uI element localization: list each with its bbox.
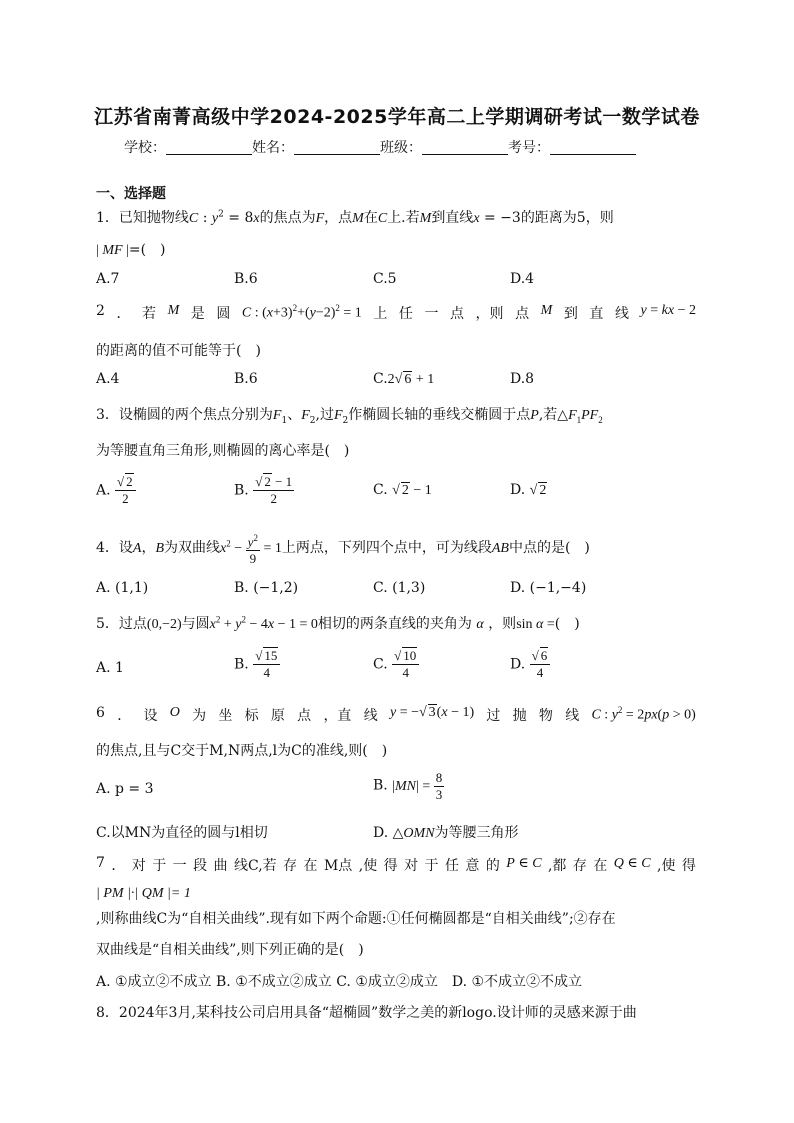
q7-line4: 双曲线是“自相关曲线”,则下列正确的是( ) [96, 942, 364, 958]
q6-option-c[interactable]: C.以MN为直径的圆与l相切 [96, 825, 268, 841]
name-label: 姓名： [252, 140, 294, 156]
q1-line2: | MF |=( ) [96, 242, 166, 258]
class-label: 班级： [380, 140, 422, 156]
q3-option-c[interactable]: C. √ 2 − 1 [373, 482, 432, 498]
q5-option-a[interactable]: A. 1 [96, 660, 124, 676]
q7-line3: ,则称曲线C为“自相关曲线”.现有如下两个命题:①任何椭圆都是“自相关曲线”;②存在 [96, 911, 616, 927]
q1-option-b[interactable]: B.6 [234, 271, 258, 287]
q7-options[interactable]: A. ①成立②不成立 B. ①不成立②成立 C. ①成立②成立 D. ①不成立②不成立 [96, 974, 583, 990]
q2-option-d[interactable]: D.8 [510, 371, 535, 387]
q5-option-d[interactable]: D. $\frac{√ 6}{4}$ [510, 648, 550, 681]
q4-option-d[interactable]: D. (−1,−4) [510, 580, 587, 596]
q3-line1: 3．设椭圆的两个焦点分别为$F_1$、$F_2$,过$F_2$作椭圆长轴的垂线交椭圆于点P,若$\triangle F_1PF_2$ [96, 407, 603, 426]
q3-option-a[interactable]: A. $\frac{√ 2}{2}$ [96, 474, 136, 507]
page-title: 江苏省南菁高级中学2024-2025学年高二上学期调研考试一数学试卷 [94, 106, 700, 128]
q2-option-c[interactable]: C.2√ 6 + 1 [373, 371, 435, 387]
q1-option-a[interactable]: A.7 [96, 271, 120, 287]
q7-line2: | PM |·| QM |= 1 [96, 886, 191, 901]
q1-option-c[interactable]: C.5 [373, 271, 397, 287]
q2-line1: 2 ． 若 M 是 圆 C : $(x+3)^2+(y-2)^2 = 1$ 上 任 一 点 ，则 点 M 到 直 线 y = kx − 2 [96, 303, 696, 322]
school-blank[interactable] [166, 140, 252, 155]
section-heading: 一、选择题 [96, 186, 166, 202]
class-blank[interactable] [422, 140, 508, 155]
q3-option-b[interactable]: B. $\frac{√ 2 - 1}{2}$ [234, 474, 293, 506]
q8-line1: 8．2024年3月,某科技公司启用具备“超椭圆”数学之美的新logo.设计师的灵感来源于曲 [96, 1005, 637, 1021]
q5-option-b[interactable]: B. $\frac{√ 15}{4}$ [234, 648, 280, 681]
q2-option-b[interactable]: B.6 [234, 371, 258, 387]
q4-option-c[interactable]: C. (1,3) [373, 580, 426, 596]
q1-line1: 1．已知抛物线C : $y^2 = 8x$的焦点为F，点M在C上.若M到直线x = −3的距离为5，则 [96, 209, 614, 226]
q4-option-b[interactable]: B. (−1,2) [234, 580, 299, 596]
q3-line2: 为等腰直角三角形,则椭圆的离心率是( ) [96, 443, 350, 459]
q6-option-a[interactable]: A. p = 3 [96, 781, 154, 797]
q4-line1: 4．设A，B为双曲线$x^2$ − $\frac{y^2}{9}$ = 1上两点，下列四个点中，可为线段AB中点的是( ) [96, 530, 590, 567]
number-label: 考号： [508, 140, 550, 156]
q1-option-d[interactable]: D.4 [510, 271, 535, 287]
q6-option-b[interactable]: B. |MN| = $\frac{8}{3}$ [373, 770, 443, 802]
q4-option-a[interactable]: A. (1,1) [96, 580, 149, 596]
q5-option-c[interactable]: C. $\frac{√ 10}{4}$ [373, 648, 419, 681]
q7-line1: 7 ． 对 于 一 段 曲 线C,若 存 在 M点 ,使 得 对 于 任 意 的 P ∈ C ,都 存 在 Q ∈ C ,使 得 [96, 855, 696, 874]
name-blank[interactable] [294, 140, 380, 155]
q6-line1: 6 ． 设 O 为 坐 标 原 点 ，直 线 y = −√ 3(x − 1) 过 抛 物 线 C : $y^2 = 2px(p > 0)$ [96, 705, 696, 724]
q5-line1: 5．过点(0,−2)与圆$x^2 + y^2 - 4x - 1 = 0$相切的两条直线的夹角为 α ，则sin α =( ) [96, 614, 580, 632]
q6-option-d[interactable]: D. △OMN为等腰三角形 [373, 825, 519, 841]
student-info-row [124, 137, 636, 157]
q6-line2: 的焦点,且与C交于M,N两点,l为C的准线,则( ) [96, 743, 388, 759]
school-label: 学校： [124, 140, 166, 156]
q3-option-d[interactable]: D. √ 2 [510, 482, 547, 498]
q2-option-a[interactable]: A.4 [96, 371, 120, 387]
number-blank[interactable] [550, 140, 636, 155]
q2-line2: 的距离的值不可能等于( ) [96, 343, 261, 359]
